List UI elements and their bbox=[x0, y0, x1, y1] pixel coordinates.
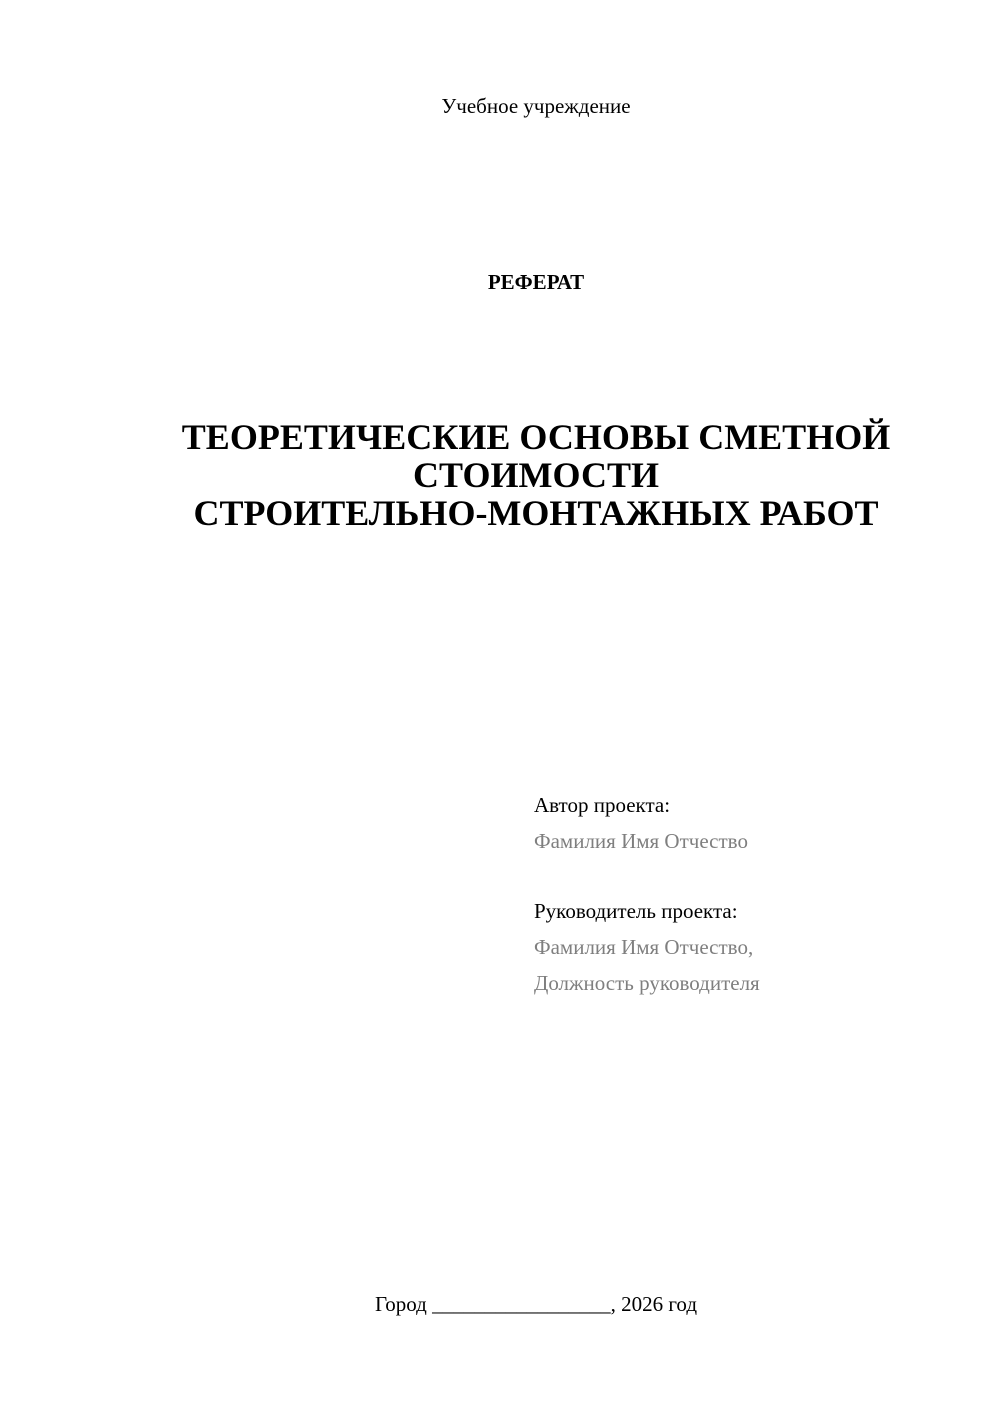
supervisor-position: Должность руководителя bbox=[534, 971, 760, 995]
author-label: Автор проекта: bbox=[534, 793, 671, 817]
credits-block bbox=[534, 787, 974, 1001]
spacer bbox=[534, 859, 974, 893]
supervisor-label: Руководитель проекта: bbox=[534, 899, 738, 923]
institution-name: Учебное учреждение bbox=[441, 94, 631, 118]
document-type: РЕФЕРАТ bbox=[487, 270, 585, 294]
document-title-line: ТЕОРЕТИЧЕСКИЕ ОСНОВЫ СМЕТНОЙ bbox=[181, 417, 891, 457]
document-title-line: СТОИМОСТИ bbox=[413, 455, 659, 495]
city-year-line: Город _________________, 2026 год bbox=[374, 1292, 698, 1316]
supervisor-name: Фамилия Имя Отчество, bbox=[534, 935, 754, 959]
document-title bbox=[0, 418, 1000, 532]
document-title-line: СТРОИТЕЛЬНО-МОНТАЖНЫХ РАБОТ bbox=[193, 493, 879, 533]
author-name: Фамилия Имя Отчество bbox=[534, 829, 748, 853]
